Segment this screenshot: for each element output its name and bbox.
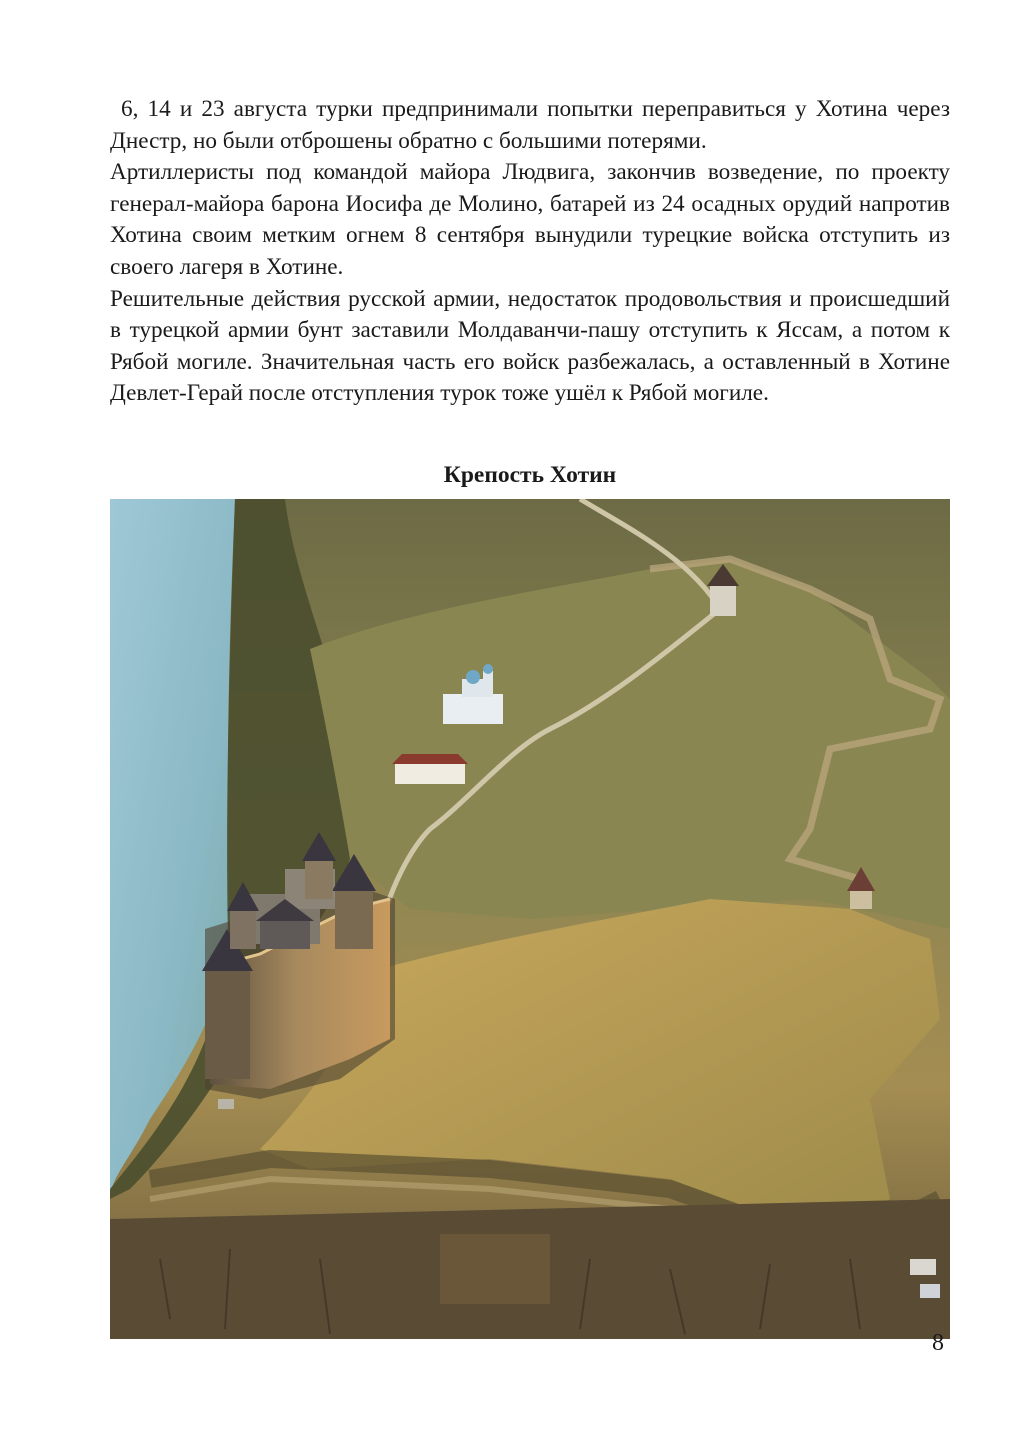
paragraph-3: Решительные действия русской армии, недостаток продовольствия и происшедший в турецкой армии бунт заставили Молдаванчи-пашу отступить к Яссам, а потом к Рябой могиле. Значительная часть его войск разбежалась, а оставленный в Хотине Девлет-Герай после отступления турок тоже ушёл к Рябой могиле. [110,285,950,407]
fortress-photo [110,499,950,1339]
building [392,754,468,784]
paragraph-2: Артиллеристы под командой майора Людвига, закончив возведение, по проекту генерал-майора барона Иосифа де Молино, батарей из 24 осадных орудий напротив Хотина своим метким огнем 8 сентября вынудили турецкие войска отступить из своего лагеря в Хотине. [110,159,950,280]
paragraph-1: 6, 14 и 23 августа турки предпринимали попытки переправиться у Хотина через Днестр, но были отброшены обратно с большими потерями. [110,96,950,154]
page-number: 8 [932,1330,944,1356]
body-text [110,94,950,410]
figure-caption: Крепость Хотин [443,462,617,488]
